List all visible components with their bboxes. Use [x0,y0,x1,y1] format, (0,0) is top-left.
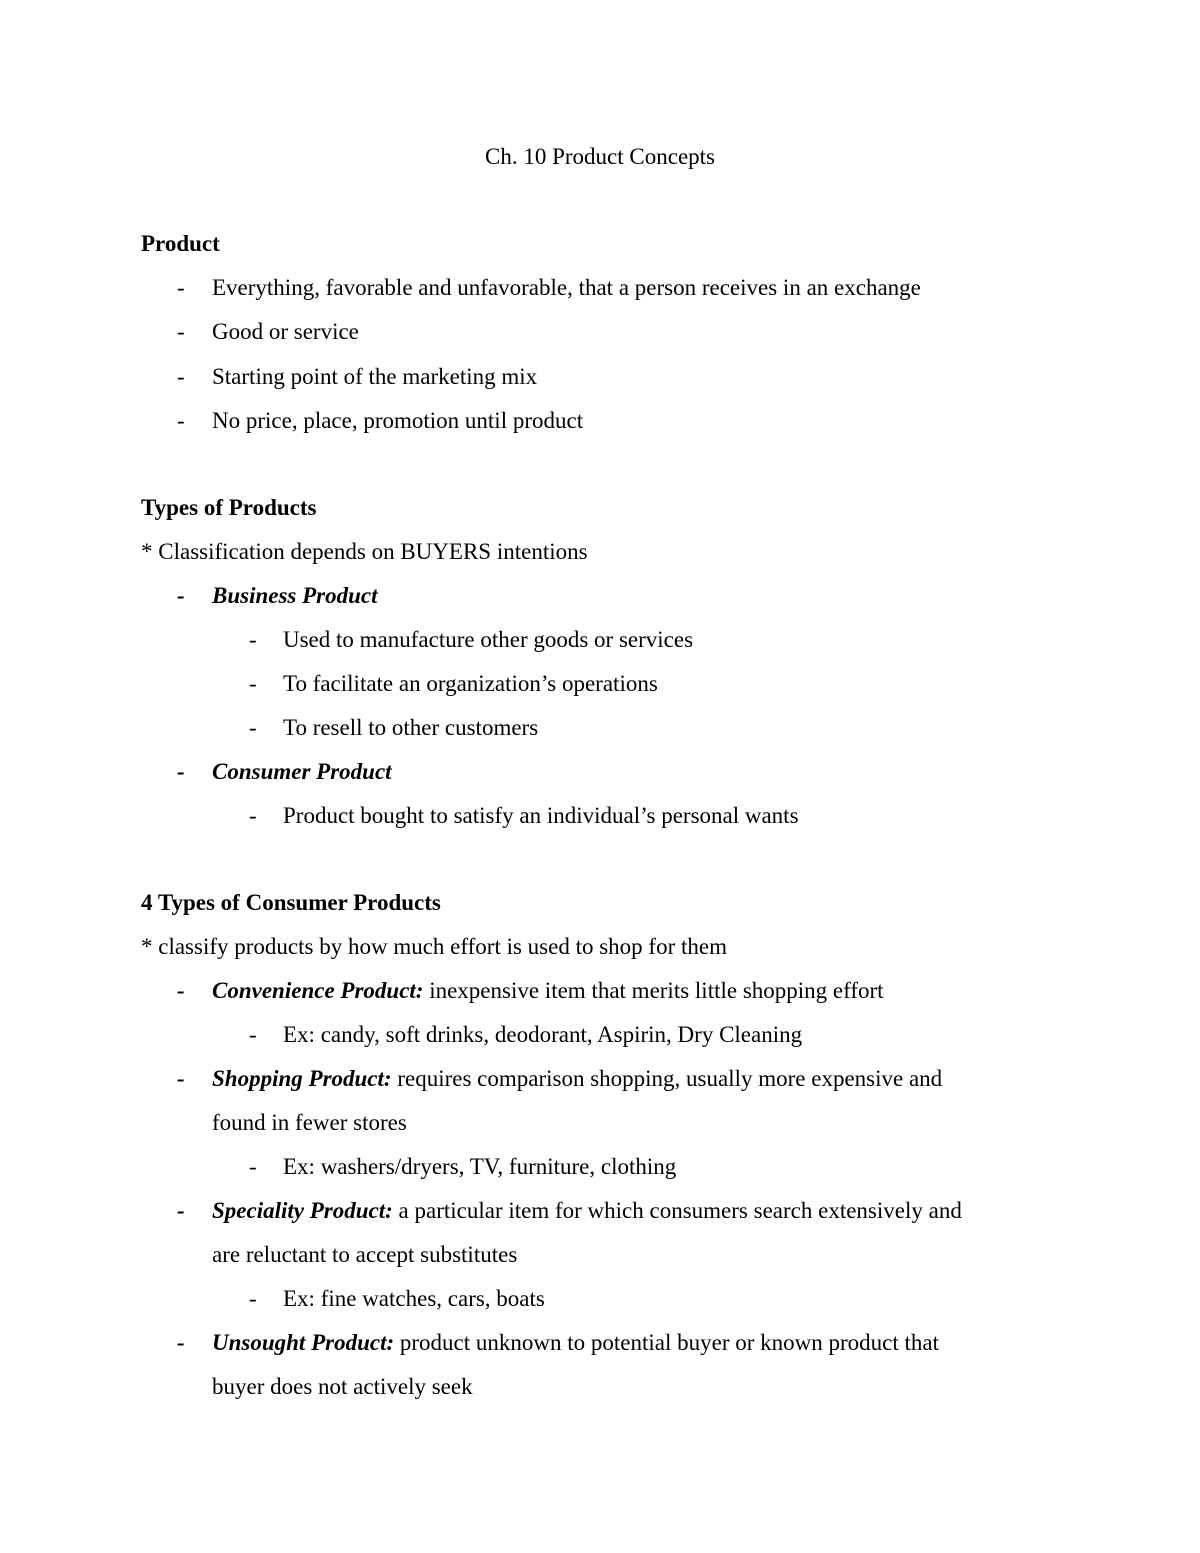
definition-text: inexpensive item that merits little shopping effort [423,978,884,1003]
definition-unsought [212,1329,939,1357]
bullet-dash: - [177,408,185,433]
definition-speciality [212,1197,962,1225]
page-title: Ch. 10 Product Concepts [485,144,715,169]
bullet-dash: - [249,1286,257,1311]
list-item: Product bought to satisfy an individual’s personal wants [283,803,799,828]
section-note: * classify products by how much effort is used to shop for them [141,934,727,959]
bullet-dash: - [249,803,257,828]
list-item: To resell to other customers [283,715,539,740]
section-heading-consumer-types: 4 Types of Consumer Products [141,890,441,915]
definition-text: requires comparison shopping, usually more expensive and [391,1066,943,1091]
section-note: * Classification depends on BUYERS intentions [141,539,588,564]
definition-text: product unknown to potential buyer or known product that [394,1330,939,1355]
bullet-dash: - [177,1330,185,1355]
section-heading-types: Types of Products [141,495,317,520]
definition-text-continued: are reluctant to accept substitutes [212,1242,518,1267]
bullet-dash: - [177,364,185,389]
term-speciality-product: Speciality Product: [212,1198,393,1223]
list-item: Everything, favorable and unfavorable, that a person receives in an exchange [212,275,921,300]
term-convenience-product: Convenience Product: [212,978,424,1003]
bullet-dash: - [249,627,257,652]
bullet-dash: - [177,275,185,300]
definition-text: a particular item for which consumers search extensively and [392,1198,962,1223]
term-business-product: Business Product [212,583,378,608]
bullet-dash: - [249,671,257,696]
term-consumer-product: Consumer Product [212,759,392,784]
bullet-dash: - [177,319,185,344]
definition-shopping [212,1065,942,1093]
bullet-dash: - [177,583,185,608]
bullet-dash: - [249,1022,257,1047]
list-item: Starting point of the marketing mix [212,364,538,389]
bullet-dash: - [177,759,185,784]
definition-text-continued: found in fewer stores [212,1110,407,1135]
list-item: Used to manufacture other goods or services [283,627,694,652]
example-item: Ex: washers/dryers, TV, furniture, clothing [283,1154,677,1179]
term-unsought-product: Unsought Product: [212,1330,395,1355]
list-item: Good or service [212,319,359,344]
definition-convenience [212,977,884,1005]
section-heading-product: Product [141,231,220,256]
example-item: Ex: fine watches, cars, boats [283,1286,545,1311]
definition-text-continued: buyer does not actively seek [212,1374,473,1399]
list-item: No price, place, promotion until product [212,408,584,433]
bullet-dash: - [177,1198,185,1223]
bullet-dash: - [177,978,185,1003]
bullet-dash: - [249,1154,257,1179]
bullet-dash: - [249,715,257,740]
term-shopping-product: Shopping Product: [212,1066,392,1091]
bullet-dash: - [177,1066,185,1091]
list-item: To facilitate an organization’s operations [283,671,658,696]
example-item: Ex: candy, soft drinks, deodorant, Aspirin, Dry Cleaning [283,1022,803,1047]
